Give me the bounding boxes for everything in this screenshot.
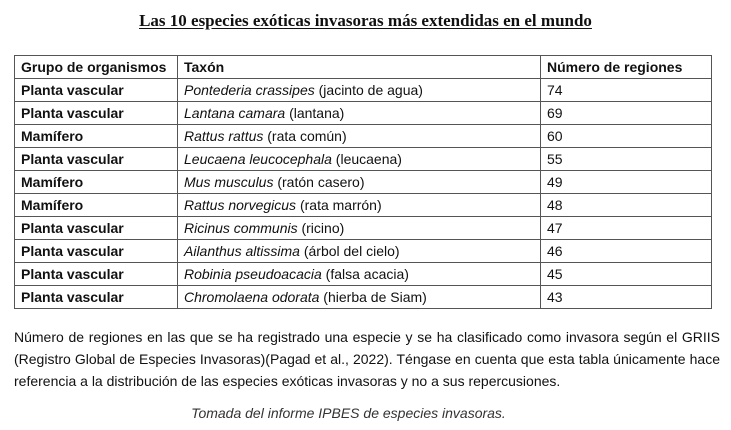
taxon-scientific-name: Rattus norvegicus bbox=[184, 197, 297, 213]
table-body bbox=[15, 79, 712, 309]
cell-taxon bbox=[178, 217, 541, 240]
table-row bbox=[15, 217, 712, 240]
taxon-common-name: (rata marrón) bbox=[296, 197, 382, 213]
source-caption: Tomada del informe IPBES de especies invasoras. bbox=[191, 405, 506, 421]
cell-regions: 49 bbox=[541, 171, 712, 194]
taxon-scientific-name: Mus musculus bbox=[184, 174, 274, 190]
table-row bbox=[15, 240, 712, 263]
taxon-common-name: (jacinto de agua) bbox=[314, 82, 423, 98]
taxon-scientific-name: Ricinus communis bbox=[184, 220, 298, 236]
table-row bbox=[15, 79, 712, 102]
cell-taxon bbox=[178, 171, 541, 194]
cell-group: Planta vascular bbox=[15, 102, 178, 125]
taxon-common-name: (falsa acacia) bbox=[321, 266, 409, 282]
cell-regions: 47 bbox=[541, 217, 712, 240]
cell-group: Planta vascular bbox=[15, 148, 178, 171]
cell-regions: 55 bbox=[541, 148, 712, 171]
table-row bbox=[15, 286, 712, 309]
cell-group: Mamífero bbox=[15, 125, 178, 148]
cell-taxon bbox=[178, 194, 541, 217]
cell-regions: 48 bbox=[541, 194, 712, 217]
table-row bbox=[15, 102, 712, 125]
cell-taxon bbox=[178, 240, 541, 263]
table-row bbox=[15, 148, 712, 171]
taxon-scientific-name: Leucaena leucocephala bbox=[184, 151, 332, 167]
cell-group: Planta vascular bbox=[15, 240, 178, 263]
taxon-common-name: (leucaena) bbox=[331, 151, 402, 167]
cell-group: Planta vascular bbox=[15, 263, 178, 286]
taxon-common-name: (lantana) bbox=[285, 105, 345, 121]
cell-group: Mamífero bbox=[15, 194, 178, 217]
title-text: Las 10 especies exóticas invasoras más extendidas en el mundo bbox=[139, 11, 592, 30]
taxon-scientific-name: Ailanthus altissima bbox=[184, 243, 300, 259]
taxon-scientific-name: Rattus rattus bbox=[184, 128, 264, 144]
table-row bbox=[15, 125, 712, 148]
taxon-common-name: (rata común) bbox=[263, 128, 347, 144]
cell-regions: 43 bbox=[541, 286, 712, 309]
species-table bbox=[14, 55, 712, 309]
cell-taxon bbox=[178, 286, 541, 309]
cell-group: Planta vascular bbox=[15, 286, 178, 309]
taxon-scientific-name: Pontederia crassipes bbox=[184, 82, 315, 98]
header-taxon: Taxón bbox=[178, 56, 541, 79]
cell-regions: 74 bbox=[541, 79, 712, 102]
taxon-common-name: (árbol del cielo) bbox=[299, 243, 400, 259]
cell-regions: 45 bbox=[541, 263, 712, 286]
cell-taxon bbox=[178, 263, 541, 286]
cell-regions: 60 bbox=[541, 125, 712, 148]
page-title bbox=[0, 10, 731, 32]
cell-regions: 69 bbox=[541, 102, 712, 125]
table-row bbox=[15, 171, 712, 194]
table-row bbox=[15, 263, 712, 286]
header-regions: Número de regiones bbox=[541, 56, 712, 79]
taxon-scientific-name: Lantana camara bbox=[184, 105, 286, 121]
cell-taxon bbox=[178, 79, 541, 102]
taxon-common-name: (ricino) bbox=[297, 220, 345, 236]
header-group: Grupo de organismos bbox=[15, 56, 178, 79]
cell-regions: 46 bbox=[541, 240, 712, 263]
taxon-common-name: (hierba de Siam) bbox=[319, 289, 427, 305]
taxon-common-name: (ratón casero) bbox=[273, 174, 365, 190]
cell-taxon bbox=[178, 125, 541, 148]
taxon-scientific-name: Robinia pseudoacacia bbox=[184, 266, 322, 282]
cell-group: Planta vascular bbox=[15, 217, 178, 240]
taxon-scientific-name: Chromolaena odorata bbox=[184, 289, 320, 305]
cell-group: Planta vascular bbox=[15, 79, 178, 102]
cell-taxon bbox=[178, 102, 541, 125]
cell-group: Mamífero bbox=[15, 171, 178, 194]
table-header-row bbox=[15, 56, 712, 79]
table-row bbox=[15, 194, 712, 217]
table-note: Número de regiones en las que se ha registrado una especie y se ha clasificado como invasora según el GRIIS (Registro Global de Especies Invasoras)(Pagad et al., 2022). Téngase en cuenta que esta tabla únicamente hace referencia a la distribución de las especies exóticas invasoras y no a sus repercusiones. bbox=[14, 329, 720, 389]
cell-taxon bbox=[178, 148, 541, 171]
